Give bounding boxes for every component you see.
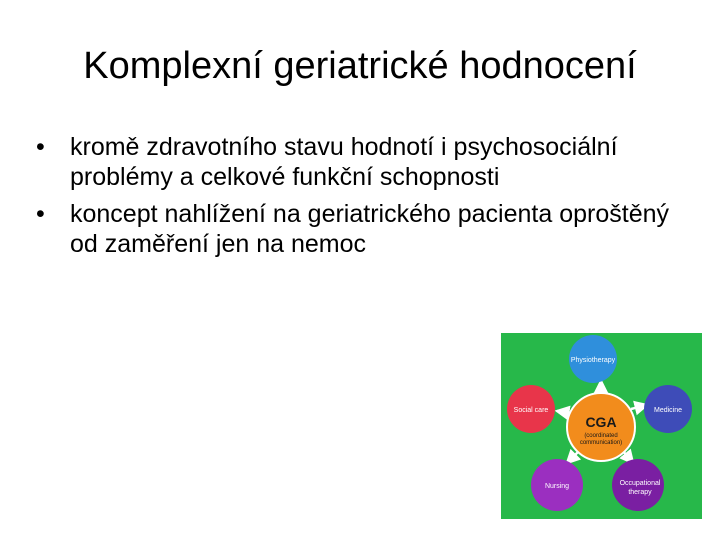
node-physiotherapy — [569, 335, 617, 383]
slide-title: Komplexní geriatrické hodnocení — [83, 45, 637, 87]
node-social-care-label: Social care — [513, 407, 549, 414]
node-occupational-therapy-label: Occupational — [619, 480, 661, 487]
node-medicine — [644, 385, 692, 433]
node-medicine-label: Medicine — [653, 407, 683, 414]
node-social-care — [507, 385, 555, 433]
node-occupational-therapy — [612, 459, 664, 511]
bullet-item — [36, 132, 676, 192]
node-cga-title: CGA — [585, 414, 617, 430]
node-cga-center — [567, 393, 635, 461]
node-nursing — [531, 459, 583, 511]
node-cga-subtitle-2: communication) — [579, 440, 623, 446]
node-occupational-therapy-label-2: therapy — [628, 489, 652, 496]
arrow-to-nursing — [567, 451, 579, 463]
bullet-list — [36, 132, 676, 266]
node-nursing-label: Nursing — [544, 483, 570, 490]
bullet-marker: • — [36, 133, 45, 161]
bullet-item — [36, 199, 676, 259]
arrow-to-social-care — [557, 411, 569, 413]
cga-diagram — [501, 333, 702, 519]
cga-diagram-image — [501, 333, 702, 519]
bullet-text: koncept nahlížení na geriatrického pacienta oproštěný od zaměření jen na nemoc — [70, 200, 669, 258]
node-physiotherapy-label: Physiotherapy — [570, 357, 616, 364]
node-cga-subtitle-1: (coordinated — [584, 433, 618, 439]
bullet-marker: • — [36, 200, 45, 228]
bullet-text: kromě zdravotního stavu hodnotí i psychosociální problémy a celkové funkční schopnosti — [70, 133, 618, 191]
